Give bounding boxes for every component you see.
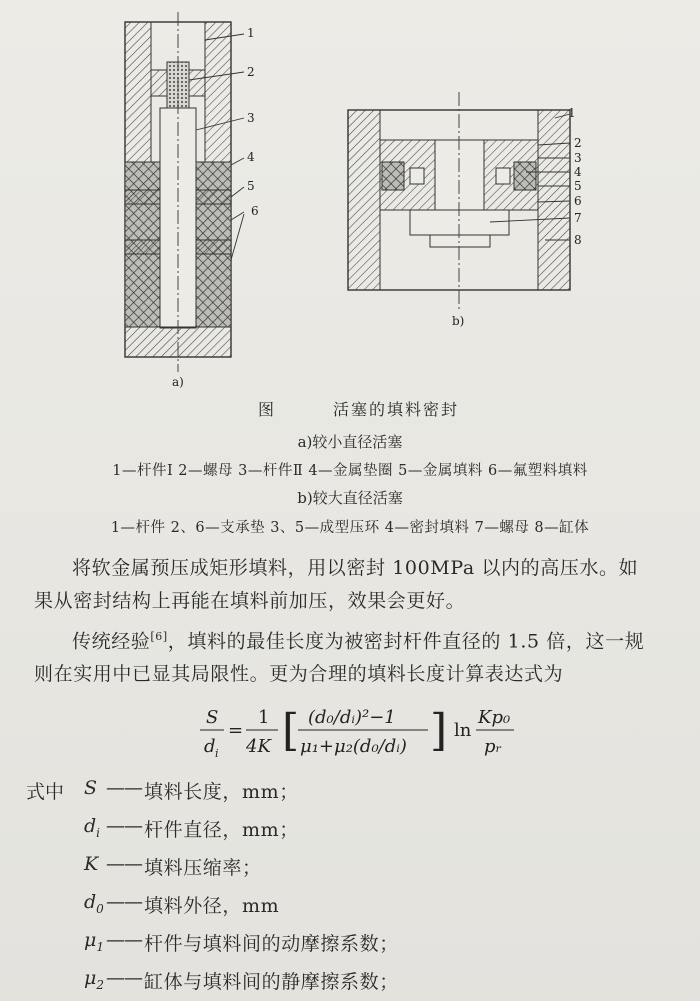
svg-text:]: ] [430, 705, 448, 756]
caption-b-heading: b)较大直径活塞 [297, 489, 403, 507]
variable-symbol: S [84, 777, 98, 799]
formula-coef-num: 1 [258, 707, 270, 728]
variable-symbol: $d_i$ [84, 815, 101, 840]
callout-a-3: 3 [247, 111, 255, 125]
formula-lhs-den-sub: i [215, 747, 219, 760]
formula-inner-num: (d₀/dᵢ)²−1 [308, 707, 396, 728]
para2-line1b: ，填料的最佳长度为被密封杆件直径的 1.5 倍，这一规 [167, 630, 645, 653]
paragraph-1 [34, 552, 674, 618]
panel-b-drawing [348, 92, 570, 312]
variable-row [26, 929, 666, 959]
variable-symbol: K [84, 853, 99, 875]
callout-b-2: 2 [574, 136, 582, 150]
panel-b-label: b) [452, 314, 465, 328]
para1-line1: 将软金属预压成矩形填料，用以密封 100MPa 以内的高压水。如 [72, 557, 639, 579]
variable-dash: —— [106, 967, 142, 989]
formula-ln: ln [454, 720, 472, 741]
formula-inner-den: μ₁+μ₂(d₀/dᵢ) [300, 736, 407, 757]
panel-a-label: a) [172, 375, 184, 389]
figure-title-text: 活塞的填料密封 [333, 400, 460, 419]
para1-line2: 果从密封结构上再能在填料前加压，效果会更好。 [34, 590, 466, 612]
caption-a-legend: 1—杆件Ⅰ 2—螺母 3—杆件Ⅱ 4—金属垫圈 5—金属填料 6—氟塑料填料 [112, 463, 588, 479]
callout-a-5: 5 [247, 179, 255, 193]
callout-b-7: 7 [574, 211, 582, 225]
piston-packing-seal-figure [0, 0, 700, 395]
variable-row [26, 815, 666, 845]
variable-dash: —— [106, 853, 142, 875]
variable-dash: —— [106, 777, 142, 799]
variable-row [26, 853, 666, 883]
callout-a-1: 1 [247, 26, 255, 40]
variable-dash: —— [106, 929, 142, 951]
variable-dash: —— [106, 815, 142, 837]
variable-definition: 杆件直径，mm； [144, 819, 299, 841]
callout-b-8: 8 [574, 233, 582, 247]
variables-lead: 式中 [26, 781, 65, 803]
svg-text:[: [ [282, 705, 300, 756]
callout-b-3: 3 [574, 151, 582, 165]
caption-a-heading: a)较小直径活塞 [297, 433, 403, 451]
variable-definition: 填料压缩率； [144, 857, 262, 879]
packing-length-formula [196, 690, 616, 770]
formula-coef-den: 4K [246, 736, 271, 757]
variable-row [26, 967, 666, 997]
variable-symbol: $\mu_1$ [84, 929, 104, 954]
para2-line1a: 传统经验 [72, 630, 151, 653]
variable-dash: —— [106, 891, 142, 913]
paragraph-2 [34, 620, 674, 691]
panel-a-drawing [125, 12, 244, 372]
callout-a-6: 6 [251, 204, 259, 218]
callout-b-4: 4 [574, 165, 582, 179]
formula-ln-den: pᵣ [484, 736, 502, 757]
callout-a-2: 2 [247, 65, 255, 79]
reference-marker: [6] [150, 630, 168, 643]
callout-a-4: 4 [247, 150, 255, 164]
variable-symbol: $d_0$ [84, 891, 104, 916]
para2-line2: 则在实用中已显其局限性。更为合理的填料长度计算表达式为 [34, 663, 564, 686]
variable-definition: 缸体与填料间的静摩擦系数； [144, 971, 399, 993]
formula-equals: = [228, 720, 244, 741]
callout-b-5: 5 [574, 179, 582, 193]
variable-definition: 填料长度，mm； [144, 781, 299, 803]
callout-b-1: 1 [568, 106, 576, 120]
formula-lhs-den: d [204, 736, 216, 757]
variable-definition: 填料外径，mm [144, 895, 280, 917]
formula-ln-num: Kp₀ [478, 707, 511, 728]
caption-b-legend: 1—杆件 2、6—支承垫 3、5—成型压环 4—密封填料 7—螺母 8—缸体 [110, 520, 590, 536]
variable-definition: 杆件与填料间的动摩擦系数； [144, 933, 399, 955]
variable-row [26, 891, 666, 921]
figure-title [0, 397, 700, 417]
variable-row [26, 777, 666, 807]
callout-b-6: 6 [574, 194, 582, 208]
variable-symbol: $\mu_2$ [84, 967, 104, 992]
figure-title-prefix: 图 [258, 400, 275, 419]
formula-lhs-num: S [206, 707, 219, 728]
